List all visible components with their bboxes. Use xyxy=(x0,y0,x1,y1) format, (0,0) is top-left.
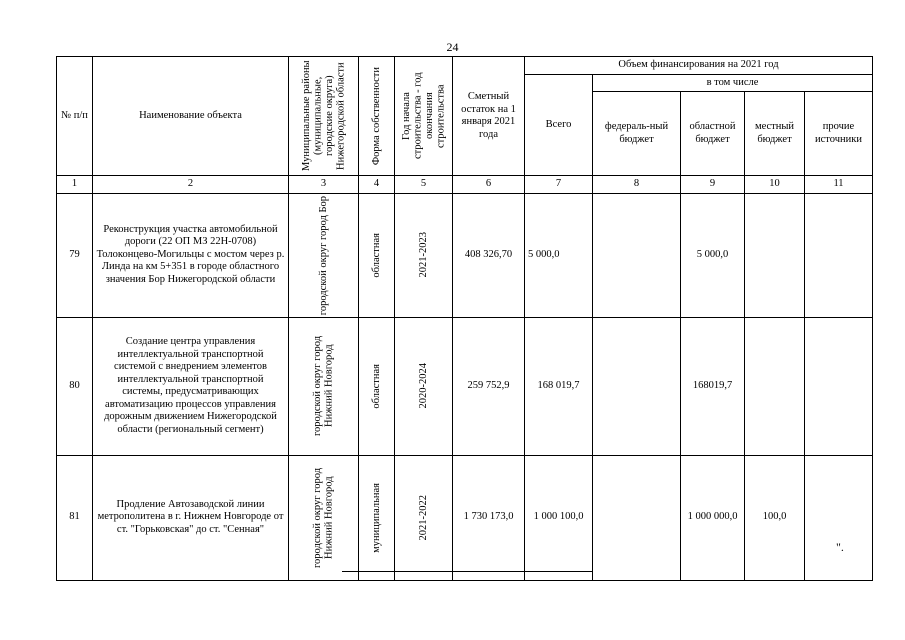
column-number: 3 xyxy=(289,176,359,194)
column-number: 5 xyxy=(395,176,453,194)
total: 1 000 100,0 xyxy=(525,455,593,580)
column-number: 8 xyxy=(593,176,681,194)
column-number: 1 xyxy=(57,176,93,194)
years-cell xyxy=(395,455,453,580)
header-regional: областной бюджет xyxy=(681,92,745,176)
separator-line xyxy=(342,571,592,572)
years: 2021-2022 xyxy=(417,494,429,541)
ownership: областная xyxy=(370,363,382,409)
header-other: прочие источники xyxy=(805,92,873,176)
column-number: 2 xyxy=(93,176,289,194)
federal xyxy=(593,193,681,317)
ownership: муниципальная xyxy=(370,482,382,553)
object-name: Реконструкция участка автомобильной дороги (22 ОП МЗ 22Н-0708) Толоконцево-Могильцы с мостом через р. Линда на км 5+351 в городе областного значения Бор Нижегородской области xyxy=(93,193,289,317)
header-remainder: Сметный остаток на 1 января 2021 года xyxy=(453,57,525,176)
object-name: Создание центра управления интеллектуальной транспортной системой с внедрением элементов интеллектуальной транспортной системы, предусматривающих автоматизацию процессов управления дорожным движением Нижегородской области (региональный сегмент) xyxy=(93,317,289,455)
federal xyxy=(593,455,681,580)
header-federal: федераль-ный бюджет xyxy=(593,92,681,176)
header-including: в том числе xyxy=(593,74,873,92)
other xyxy=(805,193,873,317)
total: 168 019,7 xyxy=(525,317,593,455)
row-number: 79 xyxy=(57,193,93,317)
ownership-cell xyxy=(359,317,395,455)
header-district: Муниципальные районы (муниципальные, городские округа) Нижегородской области xyxy=(300,60,346,172)
regional: 5 000,0 xyxy=(681,193,745,317)
header-years-cell xyxy=(395,57,453,176)
other xyxy=(805,317,873,455)
header-ownership: Форма собственности xyxy=(370,66,382,166)
district: городской округ город Нижний Новгород xyxy=(312,467,335,568)
other xyxy=(805,455,873,580)
column-number: 10 xyxy=(745,176,805,194)
local xyxy=(745,317,805,455)
ownership-cell xyxy=(359,455,395,580)
table-row xyxy=(57,455,873,580)
ownership: областная xyxy=(370,232,382,278)
column-number: 7 xyxy=(525,176,593,194)
header-financing-title: Объем финансирования на 2021 год xyxy=(525,57,873,75)
row-number: 81 xyxy=(57,455,93,580)
header-ownership-cell xyxy=(359,57,395,176)
construction-objects-table xyxy=(56,56,873,581)
years: 2020-2024 xyxy=(417,363,429,409)
remainder: 1 730 173,0 xyxy=(453,455,525,580)
local: 100,0 xyxy=(745,455,805,580)
header-local: местный бюджет xyxy=(745,92,805,176)
header-number: № п/п xyxy=(57,57,93,176)
row-number: 80 xyxy=(57,317,93,455)
header-row-1 xyxy=(57,57,873,75)
header-object-name: Наименование объекта xyxy=(93,57,289,176)
remainder: 408 326,70 xyxy=(453,193,525,317)
ownership-cell xyxy=(359,193,395,317)
years: 2021-2023 xyxy=(417,232,429,278)
column-number: 6 xyxy=(453,176,525,194)
years-cell xyxy=(395,317,453,455)
table-row xyxy=(57,193,873,317)
object-name: Продление Автозаводской линии метрополитена в г. Нижнем Новгороде от ст. "Горьковская" до ст. "Сенная" xyxy=(93,455,289,580)
years-cell xyxy=(395,193,453,317)
column-number: 11 xyxy=(805,176,873,194)
remainder: 259 752,9 xyxy=(453,317,525,455)
header-years: Год начала строительства - год окончания строительства xyxy=(400,72,446,160)
header-total: Всего xyxy=(525,74,593,176)
regional: 1 000 000,0 xyxy=(681,455,745,580)
closing-quote-mark: ". xyxy=(836,540,844,554)
total: 5 000,0 xyxy=(525,193,593,317)
federal xyxy=(593,317,681,455)
column-number: 9 xyxy=(681,176,745,194)
column-number: 4 xyxy=(359,176,395,194)
district: городской округ город Нижний Новгород xyxy=(312,336,335,437)
local xyxy=(745,193,805,317)
district: городской округ город Бор xyxy=(317,195,329,315)
regional: 168019,7 xyxy=(681,317,745,455)
column-number-row xyxy=(57,176,873,194)
header-district-cell xyxy=(289,57,359,176)
district-cell xyxy=(289,193,359,317)
table-row xyxy=(57,317,873,455)
page-number: 24 xyxy=(446,40,459,54)
district-cell xyxy=(289,317,359,455)
district-cell xyxy=(289,455,359,580)
